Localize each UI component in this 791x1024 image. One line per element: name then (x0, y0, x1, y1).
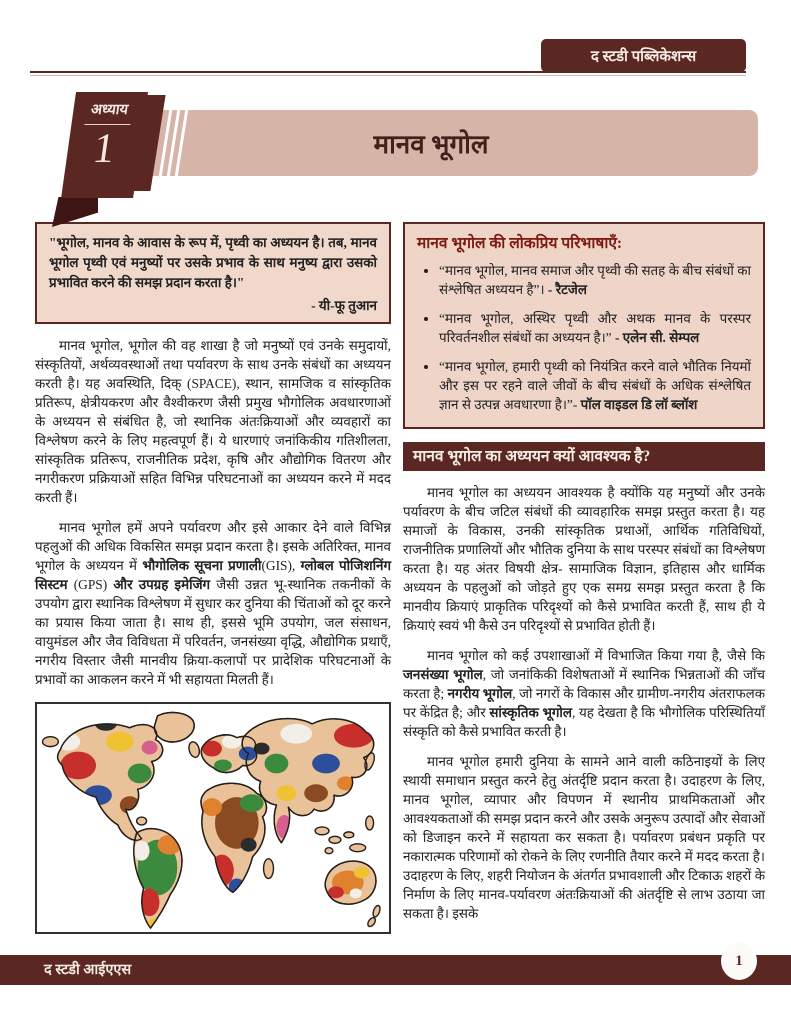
bold-term-gis: भौगोलिक सूचना प्रणाली (142, 558, 262, 573)
quote-text: "भूगोल, मानव के आवास के रूप में, पृथ्वी का अध्ययन है। तब, मानव भूगोल पृथ्वी एवं मनुष्यों पर उसके प्रभाव के साथ मनुष्य द्वारा उसको प्रभावित करने की समझ प्रदान करता है।" (49, 235, 377, 290)
paragraph-applications (403, 752, 765, 923)
chapter-title-band (104, 110, 758, 176)
definition-item (439, 357, 751, 414)
text-run: मानव भूगोल को कई उपशाखाओं में विभाजित किया गया है, जैसे कि (427, 648, 765, 663)
definition-item (439, 261, 751, 299)
text-run: मानव भूगोल हमें अपने पर्यावरण और इसे आकार देने वाले विभिन्न पहलुओं की अधिक विकसित समझ प्रदान करता है। इसके अतिरिक्त, मानव भूगोल के अध्ययन में (35, 520, 391, 573)
chapter-title: मानव भूगोल (373, 130, 489, 159)
bold-term-urban-geography: नगरीय भूगोल (447, 686, 513, 701)
page-number-badge (721, 942, 757, 980)
section-heading: मानव भूगोल का अध्ययन क्यों आवश्यक है? (403, 442, 765, 471)
bold-term-satellite-imaging: और उपग्रह इमेजिंग (113, 577, 211, 592)
footer-brand: द स्टडी आईएएस (44, 962, 132, 978)
paragraph-human-geography-intro (35, 336, 391, 507)
text-run: मानव भूगोल, भूगोल की वह शाखा है जो मनुष्यों एवं उनके समुदायों, संस्कृतियों, अर्थव्यवस्थाओं तथा पर्यावरण के साथ उनके संबंधों का अध्ययन करती है। यह अवस्थिति, दिक् (SPACE), स्थान, सामजिक व सांस्कृतिक प्रतिरूप, क्षेत्रीयकरण और वैश्वीकरण जैसी प्रमुख भौगोलिक अवधारणाओं के अध्ययन से संबंधित है, जो स्थानिक अंतःक्रियाओं और व्यवहारों का विश्लेषण करने के लिए महत्वपूर्ण हैं। ये धारणाएं जनांकिकीय गतिशीलता, सांस्कृतिक प्रतिरूप, राजनीतिक प्रदेश, कृषि और औद्योगिक वितरण और नगरीकरण प्रक्रियाओं सहित विभिन्न परिघटनाओं का अध्ययन करने में मदद करती हैं। (35, 338, 391, 505)
definitions-list (417, 261, 751, 414)
chapter-tab (61, 92, 148, 198)
text-run: (GPS) (67, 577, 114, 592)
bold-term-gps: ग्लोबल पोजिशनिंग सिस्टम (35, 558, 392, 592)
world-map-figure (35, 702, 391, 934)
right-column (403, 222, 765, 934)
chapter-label: अध्याय (89, 102, 130, 118)
left-column (35, 222, 391, 934)
definition-author: - रैटजेल (547, 282, 587, 297)
bold-term-cultural-geography: सांस्कृतिक भूगोल (489, 705, 572, 720)
definition-quote: “मानव भूगोल, मानव समाज और पृथ्वी की सतह के बीच संबंधों का संश्लेषित अध्ययन है”। (439, 263, 751, 297)
definition-item (439, 309, 751, 347)
page-number: 1 (735, 952, 743, 969)
paragraph-why-study (403, 483, 765, 635)
text-run: , जो नगरों के विकास और ग्रामीण-नगरीय अंतराफलक पर केंद्रित है; और (403, 686, 766, 720)
text-run: मानव भूगोल का अध्ययन आवश्यक है क्योंकि यह मनुष्यों और उनके पर्यावरण के बीच जटिल संबंधों की व्यावहारिक समझ प्रस्तुत करता है। यह समाजों के विकास, उनकी सांस्कृतिक प्रथाओं, आर्थिक गतिविधियों, राजनीतिक प्रणालियों और भौतिक दुनिया के साथ परस्पर संबंधों का विश्लेषण करता है। यह अंतर विषयी क्षेत्र- सामाजिक विज्ञान, इतिहास और धार्मिक अध्ययन के पहलुओं को जोड़ते हुए एक समग्र समझ प्रस्तुत करता है कि मानवीय क्रियाएं प्राकृतिक परिदृश्यों को कैसे प्रभावित करती हैं, साथ ही ये क्रियाएं स्वयं भी कैसे उन परिदृश्यों से प्रभावित होती हैं। (403, 485, 765, 633)
footer-bar (0, 952, 791, 985)
definition-author: - एलेन सी. सेम्पल (614, 330, 700, 345)
text-run: जैसी उन्नत भू-स्थानिक तकनीकों के उपयोग द्वारा स्थानिक विश्लेषण में सुधार कर दुनिया की चिंताओं को दूर करने का प्रयास किया जाता है। साथ ही, इससे भूमि उपयोग, जल संसाधन, वायुमंडल और जैव विविधता में परिवर्तन, जनसंख्या वृद्धि, औद्योगिक प्रथाएँ, नगरीय विस्तार जैसी मानवीय क्रिया-कलापों पर प्रादेशिक परिघटनाओं के प्रभावों का आकलन करने में भी सहायता मिलती हैं। (35, 577, 391, 687)
definition-quote: “मानव भूगोल, हमारी पृथ्वी को नियंत्रित करने वाले भौतिक नियमों और इस पर रहने वाले जीवों के बीच संबंधों के अधिक संश्लेषित ज्ञान से उत्पन्न अवधारणा है।”- (439, 359, 751, 412)
definitions-box-title: मानव भूगोल की लोकप्रिय परिभाषाएँ: (417, 235, 623, 252)
paragraph-subbranches (403, 646, 765, 741)
bold-term-population-geography: जनसंख्या भूगोल (403, 667, 483, 682)
chapter-number: 1 (90, 126, 118, 172)
definitions-box (403, 222, 765, 429)
definition-author: पॉल वाइडल डि लॉ ब्लॉश (580, 397, 698, 412)
chapter-tab-divider (84, 124, 130, 125)
publisher-badge: द स्टडी पब्लिकेशन्स (541, 39, 746, 72)
quote-box (35, 222, 391, 324)
paragraph-geospatial-tech (35, 518, 391, 689)
world-map-people-illustration (37, 704, 389, 932)
definition-quote: “मानव भूगोल, अस्थिर पृथ्वी और अथक मानव के परस्पर परिवर्तनशील संबंधों का अध्ययन है।” (439, 311, 751, 345)
text-run: (GIS), (261, 558, 301, 573)
text-run: , यह देखता है कि भौगोलिक परिस्थितियाँ संस्कृति को कैसे प्रभावित करती है। (403, 705, 765, 739)
text-run: मानव भूगोल हमारी दुनिया के सामने आने वाली कठिनाइयों के लिए स्थायी समाधान प्रस्तुत करने हेतु अंतर्दृष्टि प्रदान करता है। उदाहरण के लिए, मानव भूगोल, व्यापार और विपणन में स्थानीय प्राथमिकताओं और आवश्यकताओं की समझ प्रदान करने और उसके अनुरूप उत्पादों और सेवाओं को डिजाइन करने में सहायता कर सकता है। पर्यावरण प्रबंधन प्रकृति पर नकारात्मक परिणामों को रोकने के लिए रणनीति तैयार करने में मदद करता है। उदाहरण के लिए, शहरी नियोजन के अंतर्गत प्रभावशाली और टिकाऊ शहरों के निर्माण के लिए मानव-पर्यावरण अंतःक्रियाओं की अंतर्दृष्टि से लाभ उठाया जा सकता है। इसके (403, 754, 765, 921)
quote-author: - यी-फू तुआन (311, 298, 377, 313)
text-run: , जो जनांकिकी विशेषताओं में स्थानिक भिन्नताओं की जाँच करता है; (403, 667, 765, 701)
